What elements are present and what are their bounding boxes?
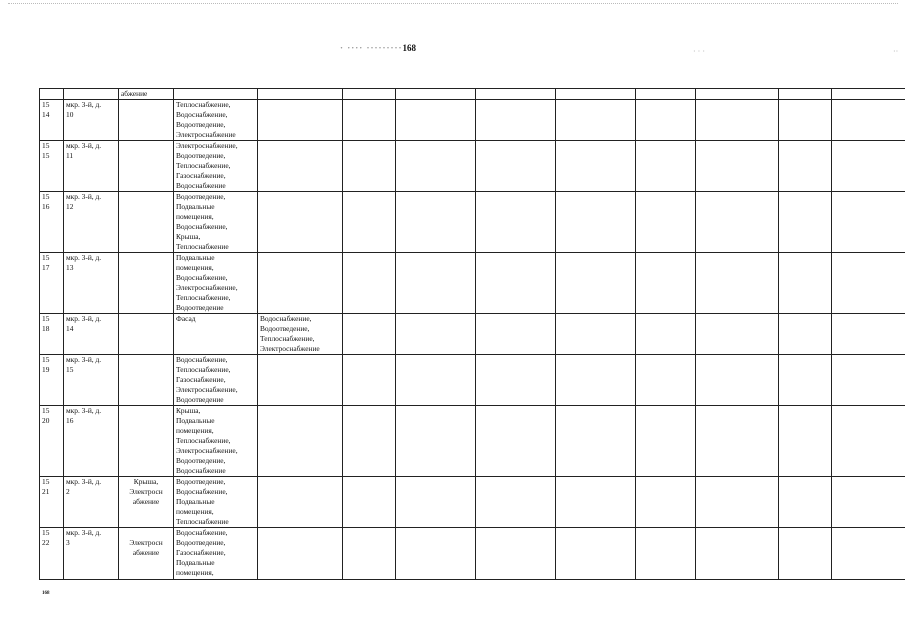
- cell-text-line: [260, 355, 340, 365]
- empty-cell: [779, 100, 832, 141]
- header-dots: · ···· ·········: [340, 43, 403, 53]
- empty-cell: [476, 355, 556, 406]
- cell-text-line: 15: [66, 365, 74, 374]
- empty-cell: [832, 253, 905, 314]
- empty-cell: [476, 528, 556, 580]
- work-type-cell: [119, 192, 174, 253]
- cell-text-line: Водоснабжение,: [176, 110, 228, 119]
- cell-text-line: 15: [42, 253, 50, 262]
- empty-cell: [476, 314, 556, 355]
- cell-text-line: [260, 528, 340, 538]
- address-cell: [64, 100, 119, 141]
- work-type-cell: [174, 406, 258, 477]
- table-cell: [832, 89, 905, 100]
- empty-cell: [476, 100, 556, 141]
- cell-text-line: Теплоснабжение,: [176, 365, 231, 374]
- work-type-cell: [119, 141, 174, 192]
- cell-text-line: Водоотведение,: [176, 192, 226, 201]
- empty-cell: [343, 528, 396, 580]
- table-cell: абжение: [119, 89, 174, 100]
- cell-text-line: Электроснабжение,: [176, 446, 238, 455]
- row-number-cell: [40, 100, 64, 141]
- empty-cell: [696, 477, 779, 528]
- empty-cell: [343, 477, 396, 528]
- cell-text-line: Электроснабжение,: [176, 283, 238, 292]
- cell-text-line: 14: [66, 324, 74, 333]
- row-number-cell: [40, 477, 64, 528]
- cell-text-line: 14: [42, 110, 50, 119]
- page-header: [340, 43, 540, 57]
- empty-cell: [343, 314, 396, 355]
- table-top-row: [40, 89, 905, 100]
- cell-text-line: 15: [42, 528, 50, 537]
- cell-text-line: абжение: [132, 548, 160, 557]
- table-cell: [258, 89, 343, 100]
- empty-cell: [343, 406, 396, 477]
- repair-schedule-table: [39, 88, 905, 580]
- cell-text-line: Водоотведение: [176, 303, 224, 312]
- cell-text-line: помещения,: [176, 507, 214, 516]
- cell-text-line: 10: [66, 110, 74, 119]
- table-row: [40, 355, 905, 406]
- scan-noise-line: [8, 3, 898, 8]
- cell-text-line: [260, 406, 340, 416]
- scan-dots-far-right: ··: [893, 47, 899, 56]
- empty-cell: [779, 192, 832, 253]
- cell-text-line: Водоснабжение: [176, 466, 226, 475]
- cell-text-line: Подвальные: [176, 558, 215, 567]
- cell-text-line: 15: [42, 406, 50, 415]
- work-type-cell: [174, 314, 258, 355]
- table-cell: [396, 89, 476, 100]
- work-type-cell: [258, 100, 343, 141]
- cell-text-line: мкр. 3-й, д.: [66, 141, 102, 150]
- cell-text-line: мкр. 3-й, д.: [66, 477, 102, 486]
- empty-cell: [696, 314, 779, 355]
- cell-text-line: помещения,: [176, 212, 214, 221]
- empty-cell: [396, 406, 476, 477]
- cell-text-line: 15: [42, 355, 50, 364]
- cell-text-line: 17: [42, 263, 50, 272]
- empty-cell: [343, 253, 396, 314]
- address-cell: [64, 314, 119, 355]
- empty-cell: [556, 100, 636, 141]
- empty-cell: [556, 141, 636, 192]
- table-row: [40, 141, 905, 192]
- cell-text-line: [121, 355, 171, 365]
- cell-text-line: [121, 528, 171, 538]
- empty-cell: [556, 314, 636, 355]
- cell-text-line: [260, 253, 340, 263]
- work-type-cell: [119, 100, 174, 141]
- table-cell: [174, 89, 258, 100]
- empty-cell: [779, 477, 832, 528]
- cell-text-line: мкр. 3-й, д.: [66, 253, 102, 262]
- row-number-cell: [40, 192, 64, 253]
- work-type-cell: [119, 477, 174, 528]
- empty-cell: [779, 253, 832, 314]
- empty-cell: [396, 192, 476, 253]
- cell-text-line: Теплоснабжение,: [260, 334, 315, 343]
- footer-page-number: 168: [42, 591, 50, 596]
- cell-text-line: [121, 253, 171, 263]
- cell-text-line: [121, 100, 171, 110]
- work-type-cell: [119, 528, 174, 580]
- empty-cell: [636, 528, 696, 580]
- empty-cell: [696, 253, 779, 314]
- empty-cell: [779, 355, 832, 406]
- empty-cell: [396, 528, 476, 580]
- address-cell: [64, 253, 119, 314]
- cell-text-line: 16: [42, 202, 50, 211]
- cell-text-line: 15: [42, 192, 50, 201]
- cell-text-line: Водоотведение: [176, 395, 224, 404]
- cell-text-line: Теплоснабжение,: [176, 293, 231, 302]
- work-type-cell: [258, 141, 343, 192]
- empty-cell: [832, 528, 905, 580]
- address-cell: [64, 141, 119, 192]
- table-cell: [40, 89, 64, 100]
- empty-cell: [832, 314, 905, 355]
- work-type-cell: [174, 528, 258, 580]
- scan-dots-right: · · ·: [693, 47, 705, 56]
- cell-text-line: 22: [42, 538, 50, 547]
- cell-text-line: Водоотведение,: [176, 477, 226, 486]
- cell-text-line: 13: [66, 263, 74, 272]
- empty-cell: [832, 192, 905, 253]
- empty-cell: [696, 141, 779, 192]
- cell-text-line: Фасад: [176, 314, 196, 323]
- work-type-cell: [174, 355, 258, 406]
- row-number-cell: [40, 355, 64, 406]
- cell-text-line: Крыша,: [133, 477, 159, 486]
- empty-cell: [476, 406, 556, 477]
- cell-text-line: 21: [42, 487, 50, 496]
- empty-cell: [636, 192, 696, 253]
- empty-cell: [832, 477, 905, 528]
- work-type-cell: [258, 528, 343, 580]
- cell-text-line: помещения,: [176, 568, 214, 577]
- cell-text-line: 16: [66, 416, 74, 425]
- cell-text-line: Электроснабжение: [176, 130, 236, 139]
- cell-text-line: Водоотведение,: [176, 538, 226, 547]
- empty-cell: [636, 253, 696, 314]
- table-row: [40, 477, 905, 528]
- table-cell: [476, 89, 556, 100]
- empty-cell: [396, 253, 476, 314]
- empty-cell: [476, 141, 556, 192]
- empty-cell: [396, 314, 476, 355]
- empty-cell: [396, 355, 476, 406]
- work-type-cell: [174, 477, 258, 528]
- empty-cell: [696, 100, 779, 141]
- empty-cell: [343, 141, 396, 192]
- empty-cell: [696, 355, 779, 406]
- empty-cell: [832, 141, 905, 192]
- cell-text-line: Электросн: [129, 487, 163, 496]
- cell-text-line: [121, 406, 171, 416]
- cell-text-line: Газоснабжение,: [176, 375, 226, 384]
- empty-cell: [343, 100, 396, 141]
- cell-text-line: Водоснабжение,: [176, 487, 228, 496]
- work-type-cell: [258, 192, 343, 253]
- table-row: [40, 314, 905, 355]
- cell-text-line: Теплоснабжение: [176, 517, 229, 526]
- address-cell: [64, 355, 119, 406]
- cell-text-line: Водоснабжение,: [176, 273, 228, 282]
- empty-cell: [476, 192, 556, 253]
- table-row: [40, 253, 905, 314]
- empty-cell: [636, 100, 696, 141]
- page-number: 168: [402, 43, 417, 53]
- work-type-cell: [174, 253, 258, 314]
- row-number-cell: [40, 406, 64, 477]
- cell-text-line: 11: [66, 151, 74, 160]
- empty-cell: [476, 253, 556, 314]
- cell-text-line: мкр. 3-й, д.: [66, 528, 102, 537]
- cell-text-line: Электроснабжение: [260, 344, 320, 353]
- cell-text-line: Водоотведение,: [176, 120, 226, 129]
- empty-cell: [476, 477, 556, 528]
- address-cell: [64, 406, 119, 477]
- work-type-cell: [174, 192, 258, 253]
- empty-cell: [396, 141, 476, 192]
- cell-text-line: 15: [42, 151, 50, 160]
- cell-text-line: Электросн: [129, 538, 163, 547]
- cell-text-line: Электроснабжение,: [176, 141, 238, 150]
- empty-cell: [636, 141, 696, 192]
- empty-cell: [556, 528, 636, 580]
- empty-cell: [696, 406, 779, 477]
- cell-text-line: 15: [42, 100, 50, 109]
- table-cell: [636, 89, 696, 100]
- cell-text-line: Крыша,: [176, 406, 201, 415]
- cell-text-line: [260, 100, 340, 110]
- cell-text-line: мкр. 3-й, д.: [66, 314, 102, 323]
- cell-text-line: Электроснабжение,: [176, 385, 238, 394]
- work-type-cell: [174, 100, 258, 141]
- cell-text-line: Теплоснабжение,: [176, 100, 231, 109]
- work-type-cell: [258, 253, 343, 314]
- empty-cell: [556, 192, 636, 253]
- table-cell: [343, 89, 396, 100]
- cell-text-line: Крыша,: [176, 232, 201, 241]
- table-row: [40, 528, 905, 580]
- empty-cell: [556, 355, 636, 406]
- cell-text-line: 18: [42, 324, 50, 333]
- empty-cell: [832, 100, 905, 141]
- cell-text-line: 20: [42, 416, 50, 425]
- work-type-cell: [119, 253, 174, 314]
- cell-text-line: 15: [42, 314, 50, 323]
- address-cell: [64, 477, 119, 528]
- cell-text-line: мкр. 3-й, д.: [66, 406, 102, 415]
- empty-cell: [343, 192, 396, 253]
- cell-text-line: 19: [42, 365, 50, 374]
- empty-cell: [696, 528, 779, 580]
- cell-text-line: Водоснабжение,: [176, 355, 228, 364]
- cell-text-line: Газоснабжение,: [176, 171, 226, 180]
- work-type-cell: [258, 477, 343, 528]
- work-type-cell: [174, 141, 258, 192]
- cell-text-line: [121, 192, 171, 202]
- cell-text-line: Водоотведение,: [176, 456, 226, 465]
- cell-text-line: [260, 192, 340, 202]
- cell-text-line: Водоснабжение,: [260, 314, 312, 323]
- cell-text-line: Газоснабжение,: [176, 548, 226, 557]
- work-type-cell: [258, 406, 343, 477]
- empty-cell: [779, 406, 832, 477]
- table-cell: [696, 89, 779, 100]
- row-number-cell: [40, 314, 64, 355]
- cell-text-line: Подвальные: [176, 253, 215, 262]
- work-type-cell: [119, 406, 174, 477]
- empty-cell: [636, 314, 696, 355]
- empty-cell: [779, 528, 832, 580]
- cell-text-line: [121, 141, 171, 151]
- work-type-cell: [119, 314, 174, 355]
- cell-text-line: мкр. 3-й, д.: [66, 100, 102, 109]
- cell-text-line: Подвальные: [176, 497, 215, 506]
- cell-text-line: Водоснабжение,: [176, 528, 228, 537]
- cell-text-line: 3: [66, 538, 70, 547]
- address-cell: [64, 192, 119, 253]
- address-cell: [64, 528, 119, 580]
- empty-cell: [396, 477, 476, 528]
- cell-text-line: Подвальные: [176, 202, 215, 211]
- cell-text-line: Водоотведение,: [260, 324, 310, 333]
- empty-cell: [636, 355, 696, 406]
- empty-cell: [636, 406, 696, 477]
- empty-cell: [396, 100, 476, 141]
- cell-text-line: [260, 141, 340, 151]
- table-cell: [779, 89, 832, 100]
- empty-cell: [556, 253, 636, 314]
- cell-text-line: помещения,: [176, 426, 214, 435]
- row-number-cell: [40, 253, 64, 314]
- table-cell: [64, 89, 119, 100]
- cell-text-line: Водоснабжение: [176, 181, 226, 190]
- empty-cell: [779, 314, 832, 355]
- cell-text-line: 2: [66, 487, 70, 496]
- work-type-cell: [258, 355, 343, 406]
- table-row: [40, 406, 905, 477]
- table-row: [40, 192, 905, 253]
- cell-text-line: 12: [66, 202, 74, 211]
- cell-text-line: [260, 477, 340, 487]
- cell-text-line: [121, 314, 171, 324]
- empty-cell: [696, 192, 779, 253]
- row-number-cell: [40, 141, 64, 192]
- cell-text-line: Теплоснабжение,: [176, 161, 231, 170]
- cell-text-line: 15: [42, 477, 50, 486]
- empty-cell: [556, 406, 636, 477]
- cell-text-line: мкр. 3-й, д.: [66, 192, 102, 201]
- table-row: [40, 100, 905, 141]
- cell-text-line: абжение: [132, 497, 160, 506]
- table-cell: [556, 89, 636, 100]
- cell-text-line: Водоснабжение,: [176, 222, 228, 231]
- cell-text-line: Теплоснабжение: [176, 242, 229, 251]
- cell-text-line: Подвальные: [176, 416, 215, 425]
- empty-cell: [832, 406, 905, 477]
- empty-cell: [556, 477, 636, 528]
- work-type-cell: [119, 355, 174, 406]
- row-number-cell: [40, 528, 64, 580]
- empty-cell: [636, 477, 696, 528]
- cell-text-line: Водоотведение,: [176, 151, 226, 160]
- cell-text-line: 15: [42, 141, 50, 150]
- empty-cell: [779, 141, 832, 192]
- cell-text-line: помещения,: [176, 263, 214, 272]
- cell-text-line: Теплоснабжение,: [176, 436, 231, 445]
- work-type-cell: [258, 314, 343, 355]
- cell-text-line: мкр. 3-й, д.: [66, 355, 102, 364]
- empty-cell: [832, 355, 905, 406]
- empty-cell: [343, 355, 396, 406]
